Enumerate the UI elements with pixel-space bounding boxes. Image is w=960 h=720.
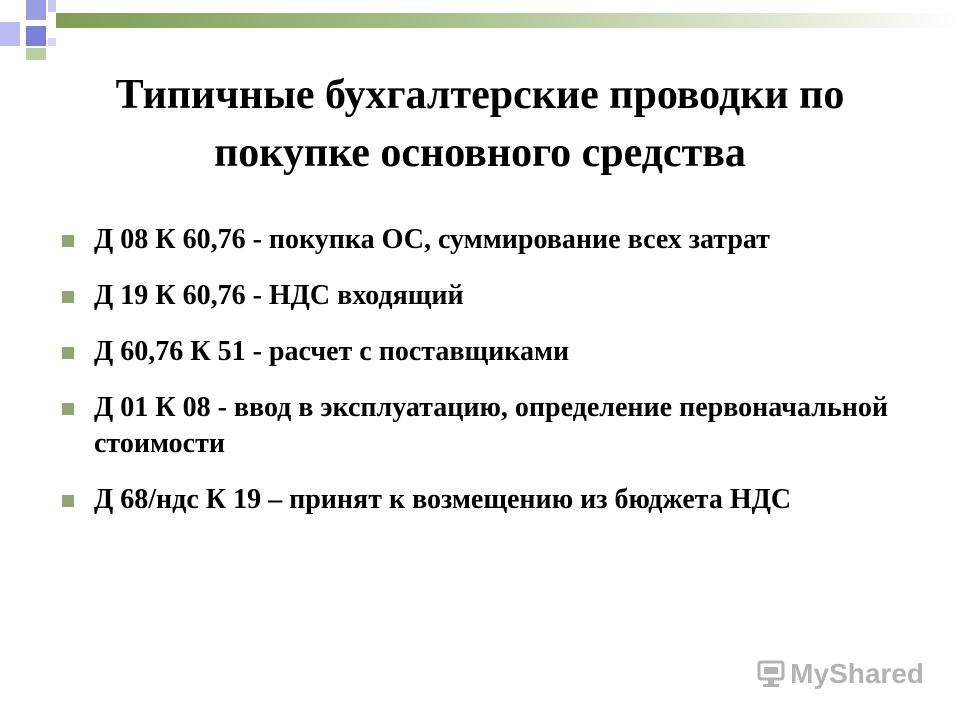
- list-item: [60, 278, 900, 314]
- square-bullet-icon: [62, 403, 74, 415]
- bullet-list: [60, 222, 900, 538]
- list-item: [60, 482, 900, 518]
- decor-square: [48, 38, 56, 46]
- decor-square: [26, 0, 46, 20]
- decor-square: [26, 26, 46, 46]
- bullet-text: Д 08 К 60,76 - покупка ОС, суммирование всех затрат: [94, 224, 770, 255]
- watermark-text: MyShared: [790, 658, 924, 689]
- list-item: [60, 222, 900, 258]
- square-bullet-icon: [62, 347, 74, 359]
- square-bullet-icon: [62, 495, 74, 507]
- monitor-logo-icon: [756, 659, 786, 689]
- square-bullet-icon: [62, 235, 74, 247]
- decor-square: [48, 0, 56, 12]
- bullet-text: Д 68/ндс К 19 – принят к возмещению из бюджета НДС: [94, 484, 792, 515]
- list-item: [60, 390, 900, 462]
- bullet-text: Д 60,76 К 51 - расчет с поставщиками: [94, 336, 570, 367]
- top-gradient-bar: [56, 13, 960, 28]
- watermark-logo: [756, 658, 924, 690]
- decor-square: [26, 48, 46, 60]
- title-line-1: Типичные бухгалтерские проводки по: [115, 72, 845, 118]
- bullet-text: Д 19 К 60,76 - НДС входящий: [94, 280, 464, 311]
- slide-title: [0, 66, 960, 182]
- decor-square: [0, 22, 20, 46]
- bullet-text: Д 01 К 08 - ввод в эксплуатацию, определение первоначальной стоимости: [94, 392, 888, 459]
- title-line-2: покупке основного средства: [214, 130, 746, 176]
- list-item: [60, 334, 900, 370]
- square-bullet-icon: [62, 291, 74, 303]
